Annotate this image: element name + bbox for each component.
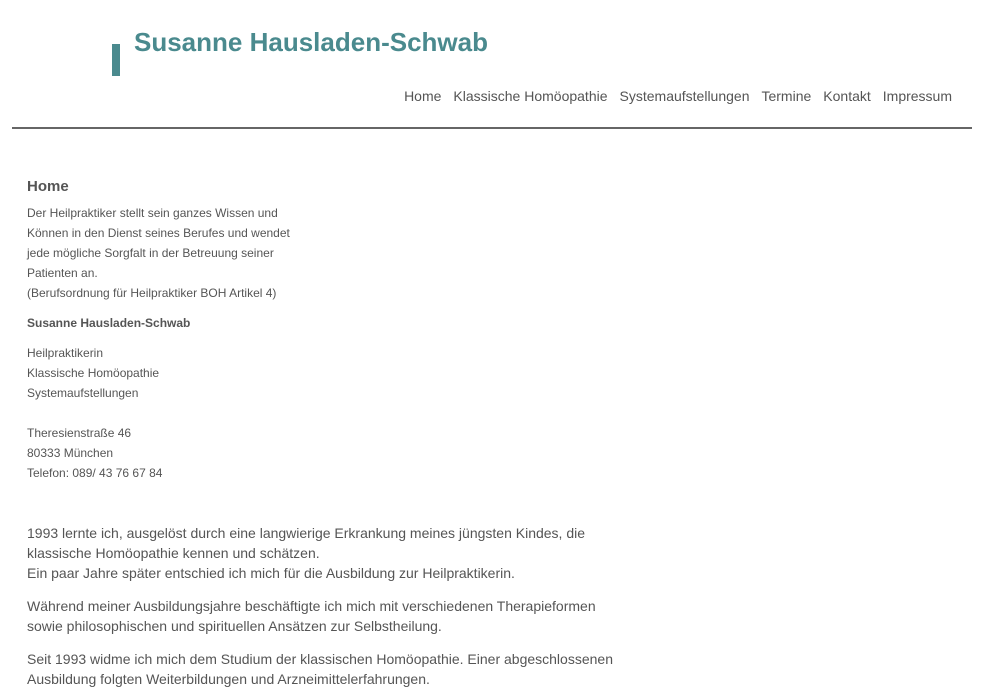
main-content	[27, 176, 627, 689]
paragraph-line: Während meiner Ausbildungsjahre beschäftigte ich mich mit verschiedenen Therapieformen	[27, 598, 596, 614]
quote-line: Der Heilpraktiker stellt sein ganzes Wissen und	[27, 206, 278, 220]
paragraph-line: Ein paar Jahre später entschied ich mich für die Ausbildung zur Heilpraktikerin.	[27, 565, 515, 581]
paragraph-line: sowie philosophischen und spirituellen Ansätzen zur Selbstheilung.	[27, 618, 442, 634]
nav-item-home[interactable]: Home	[404, 88, 442, 104]
paragraph-line: klassische Homöopathie kennen und schätzen.	[27, 545, 320, 561]
header-divider	[12, 127, 972, 129]
address-phone: Telefon: 089/ 43 76 67 84	[27, 466, 163, 480]
address-city: 80333 München	[27, 446, 114, 460]
main-navigation	[404, 88, 952, 104]
nav-item-systemaufstellungen[interactable]: Systemaufstellungen	[619, 88, 750, 104]
training-paragraph	[27, 596, 627, 636]
paragraph-line: Ausbildung folgten Weiterbildungen und Arzneimittelerfahrungen.	[27, 671, 430, 687]
paragraph-line: 1993 lernte ich, ausgelöst durch eine langwierige Erkrankung meines jüngsten Kindes, die	[27, 525, 586, 541]
role-item: Heilpraktikerin	[27, 346, 104, 360]
intro-paragraph	[27, 523, 627, 583]
nav-item-kontakt[interactable]: Kontakt	[823, 88, 871, 104]
title-accent-bar	[112, 44, 120, 76]
role-item: Systemaufstellungen	[27, 386, 139, 400]
address-block	[27, 423, 627, 483]
paragraph-line: Seit 1993 widme ich mich dem Studium der klassischen Homöopathie. Einer abgeschlossenen	[27, 651, 613, 667]
role-item: Klassische Homöopathie	[27, 366, 160, 380]
quote-line: Können in den Dienst seines Berufes und wendet	[27, 226, 290, 240]
nav-item-klassische-homoeopathie[interactable]: Klassische Homöopathie	[453, 88, 608, 104]
roles-list	[27, 343, 627, 403]
practitioner-name: Susanne Hausladen-Schwab	[27, 316, 191, 330]
nav-item-impressum[interactable]: Impressum	[882, 88, 952, 104]
quote-line: jede mögliche Sorgfalt in der Betreuung seiner	[27, 246, 274, 260]
quote-source: (Berufsordnung für Heilpraktiker BOH Artikel 4)	[27, 286, 277, 300]
site-title[interactable]: Susanne Hausladen-Schwab	[134, 27, 488, 57]
quote-line: Patienten an.	[27, 266, 98, 280]
page-heading: Home	[27, 178, 69, 195]
address-street: Theresienstraße 46	[27, 426, 132, 440]
study-paragraph	[27, 649, 627, 689]
nav-item-termine[interactable]: Termine	[761, 88, 812, 104]
quote-block	[27, 203, 627, 303]
